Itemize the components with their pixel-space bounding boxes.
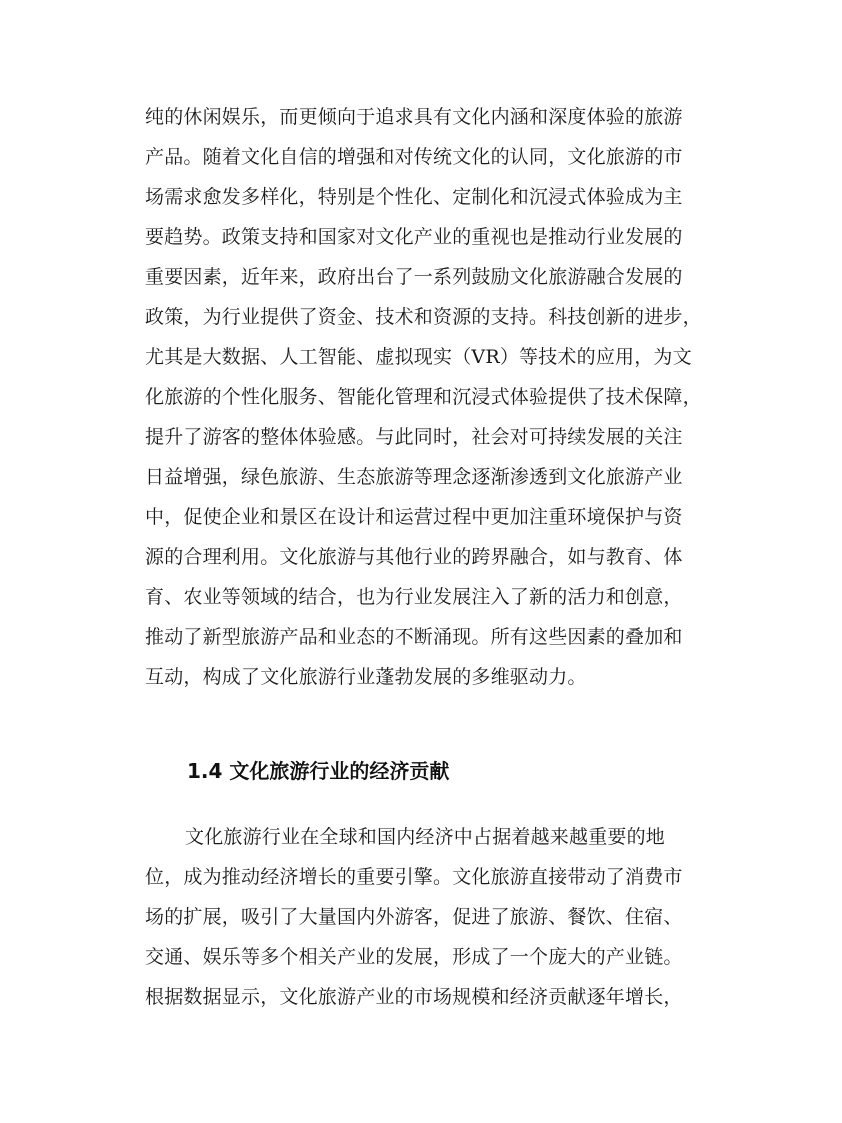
paragraph-line: 育、农业等领域的结合，也为行业发展注入了新的活力和创意， [145, 586, 683, 608]
paragraph-line: 尤其是大数据、人工智能、虚拟现实（VR）等技术的应用，为文 [145, 346, 692, 368]
paragraph-line: 化旅游的个性化服务、智能化管理和沉浸式体验提供了技术保障， [145, 386, 702, 408]
paragraph-line: 文化旅游行业在全球和国内经济中占据着越来越重要的地 [185, 826, 666, 848]
paragraph-line: 根据数据显示，文化旅游产业的市场规模和经济贡献逐年增长， [145, 986, 683, 1008]
paragraph-line: 推动了新型旅游产品和业态的不断涌现。所有这些因素的叠加和 [145, 626, 683, 648]
paragraph-line: 日益增强，绿色旅游、生态旅游等理念逐渐渗透到文化旅游产业 [145, 466, 683, 488]
paragraph-line: 源的合理利用。文化旅游与其他行业的跨界融合，如与教育、体 [145, 546, 683, 568]
paragraph-line: 纯的休闲娱乐，而更倾向于追求具有文化内涵和深度体验的旅游 [145, 106, 683, 128]
paragraph-line: 位，成为推动经济增长的重要引擎。文化旅游直接带动了消费市 [145, 866, 683, 888]
paragraph-line: 场的扩展，吸引了大量国内外游客，促进了旅游、餐饮、住宿、 [145, 906, 683, 928]
paragraph-line: 政策，为行业提供了资金、技术和资源的支持。科技创新的进步， [145, 306, 702, 328]
section-heading: 1.4 文化旅游行业的经济贡献 [187, 759, 450, 783]
paragraph-line: 提升了游客的整体体验感。与此同时，社会对可持续发展的关注 [145, 426, 683, 448]
paragraph-line: 中，促使企业和景区在设计和运营过程中更加注重环境保护与资 [145, 506, 683, 528]
paragraph-line: 要趋势。政策支持和国家对文化产业的重视也是推动行业发展的 [145, 226, 683, 248]
paragraph-line: 重要因素，近年来，政府出台了一系列鼓励文化旅游融合发展的 [145, 266, 683, 288]
paragraph-line: 互动，构成了文化旅游行业蓬勃发展的多维驱动力。 [145, 666, 587, 688]
paragraph-line: 产品。随着文化自信的增强和对传统文化的认同，文化旅游的市 [145, 146, 683, 168]
paragraph-line: 场需求愈发多样化，特别是个性化、定制化和沉浸式体验成为主 [145, 186, 683, 208]
paragraph-line: 交通、娱乐等多个相关产业的发展，形成了一个庞大的产业链。 [145, 946, 683, 968]
